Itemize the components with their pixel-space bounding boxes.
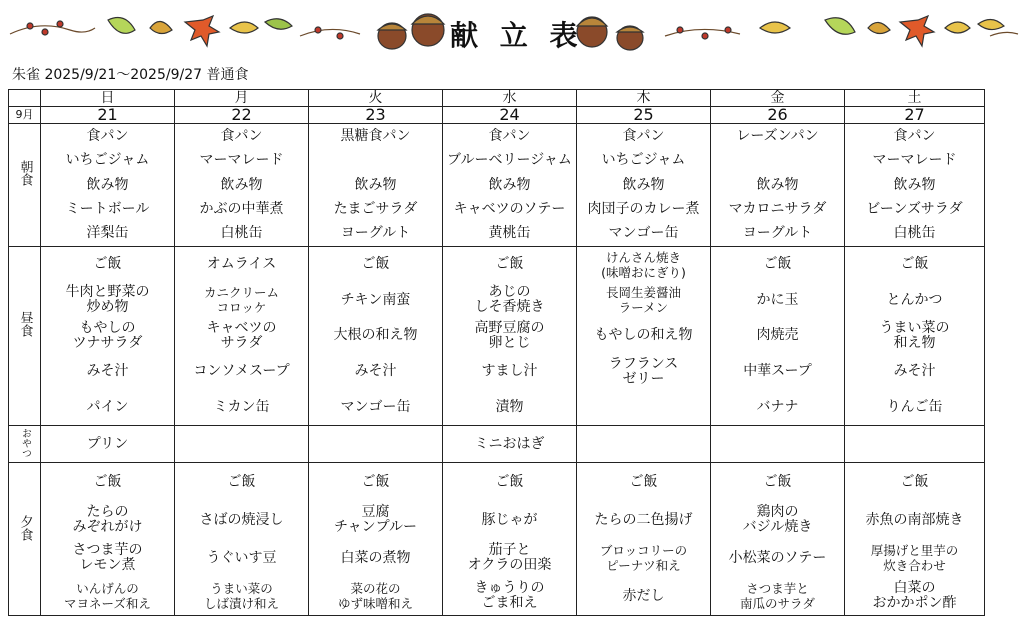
menu-item: 豆腐 チャンプルー	[333, 504, 418, 535]
menu-item: 鶏肉の バジル焼き	[742, 504, 813, 535]
lunch-cell	[845, 247, 985, 426]
dinner-cell	[711, 463, 845, 616]
menu-item: ミニおはぎ	[474, 435, 545, 452]
menu-item: 赤魚の南部焼き	[865, 511, 964, 528]
menu-item: みそ汁	[354, 363, 397, 380]
date-cell: 26	[711, 107, 845, 124]
weekday-mon: 月	[175, 90, 309, 107]
menu-item: キャベツの サラダ	[206, 319, 277, 351]
menu-item: 飲み物	[756, 176, 799, 193]
menu-item: 食パン	[86, 127, 129, 144]
menu-item: 漬物	[495, 398, 524, 415]
menu-item	[711, 426, 844, 462]
snack-cell	[577, 426, 711, 463]
menu-item: たらの みぞれがけ	[72, 504, 143, 535]
menu-item: ミカン缶	[213, 398, 270, 415]
menu-item: 食パン	[220, 127, 263, 144]
menu-item	[711, 148, 844, 172]
menu-item: たまごサラダ	[333, 200, 418, 217]
menu-item: 白桃缶	[220, 225, 263, 242]
menu-item: ご飯	[763, 256, 792, 273]
dinner-cell	[443, 463, 577, 616]
menu-item: 洋梨缶	[86, 225, 129, 242]
menu-item: ご飯	[93, 473, 122, 490]
menu-item: ブロッコリーの ピーナツ和え	[599, 543, 688, 573]
menu-item: 小松菜のソテー	[728, 549, 827, 566]
breakfast-label: 朝食	[17, 160, 33, 186]
lunch-cell	[711, 247, 845, 426]
date-cell: 21	[41, 107, 175, 124]
month-label: 9月	[9, 107, 41, 124]
menu-item: たらの二色揚げ	[594, 511, 693, 528]
menu-item: ご飯	[495, 256, 524, 273]
menu-item: 黄桃缶	[488, 225, 531, 242]
menu-item: 飲み物	[220, 176, 263, 193]
breakfast-cell	[845, 124, 985, 247]
menu-item: マーマレード	[199, 152, 284, 169]
menu-item: 厚揚げと里芋の 炊き合わせ	[870, 543, 959, 573]
menu-subtitle: 朱雀 2025/9/21～2025/9/27 普通食	[12, 67, 249, 83]
menu-item: 菜の花の ゆず味噌和え	[337, 581, 413, 611]
menu-item: ご飯	[495, 473, 524, 490]
menu-item: マーマレード	[872, 152, 957, 169]
breakfast-cell	[577, 124, 711, 247]
lunch-cell	[577, 247, 711, 426]
menu-item: 豚じゃが	[481, 511, 538, 528]
menu-item: バナナ	[756, 398, 799, 415]
breakfast-cell	[41, 124, 175, 247]
lunch-cell	[443, 247, 577, 426]
menu-item: ご飯	[93, 256, 122, 273]
menu-item: りんご缶	[886, 398, 943, 415]
menu-item: ヨーグルト	[340, 225, 411, 242]
dinner-cell	[577, 463, 711, 616]
menu-item	[175, 426, 308, 462]
breakfast-cell	[443, 124, 577, 247]
menu-item: 白菜の煮物	[340, 549, 411, 566]
dinner-cell	[175, 463, 309, 616]
menu-item	[577, 389, 710, 425]
lunch-cell	[41, 247, 175, 426]
menu-item: 中華スープ	[743, 363, 812, 380]
menu-item	[309, 148, 442, 172]
snack-cell	[175, 426, 309, 463]
menu-item: みそ汁	[893, 363, 936, 380]
snack-cell	[41, 426, 175, 463]
menu-item: ご飯	[900, 256, 929, 273]
menu-item: ヨーグルト	[742, 225, 813, 242]
date-row	[9, 107, 985, 124]
menu-item: マンゴー缶	[340, 398, 411, 415]
menu-item: 白桃缶	[893, 225, 936, 242]
menu-item: ブルーベリージャム	[447, 152, 572, 169]
menu-item: かに玉	[756, 291, 799, 308]
menu-item: さつま芋と 南瓜のサラダ	[740, 581, 815, 611]
snack-cell	[443, 426, 577, 463]
menu-item: 食パン	[488, 127, 531, 144]
page-title: 献 立 表	[450, 19, 584, 52]
menu-item	[309, 426, 442, 462]
weekday-tue: 火	[309, 90, 443, 107]
menu-item: うまい菜の しば漬け和え	[203, 581, 279, 611]
menu-item: みそ汁	[86, 363, 129, 380]
menu-item: 食パン	[622, 127, 665, 144]
date-cell: 22	[175, 107, 309, 124]
menu-item: マンゴー缶	[608, 225, 679, 242]
snack-cell	[711, 426, 845, 463]
menu-item: 肉焼売	[756, 327, 799, 344]
menu-item: 飲み物	[354, 176, 397, 193]
menu-item: 飲み物	[893, 176, 936, 193]
menu-item: ミートボール	[65, 200, 150, 217]
weekday-row	[9, 90, 985, 107]
weekday-fri: 金	[711, 90, 845, 107]
breakfast-cell	[175, 124, 309, 247]
menu-item: さばの焼浸し	[199, 511, 284, 528]
menu-item: さつま芋の レモン煮	[72, 542, 143, 573]
weekday-sun: 日	[41, 90, 175, 107]
menu-table	[8, 89, 985, 616]
menu-item: ご飯	[900, 473, 929, 490]
lunch-label: 昼食	[17, 311, 33, 337]
menu-item: 肉団子のカレー煮	[587, 200, 700, 217]
menu-item: 茄子と オクラの田楽	[467, 542, 552, 573]
snack-cell	[309, 426, 443, 463]
weekday-thu: 木	[577, 90, 711, 107]
dinner-label: 夕食	[17, 515, 33, 541]
menu-item: とんかつ	[886, 291, 943, 308]
menu-item: いんげんの マヨネーズ和え	[64, 581, 151, 611]
menu-item: ご飯	[763, 473, 792, 490]
menu-item: 黒糖食パン	[340, 127, 411, 144]
breakfast-cell	[711, 124, 845, 247]
menu-item: プリン	[86, 435, 129, 452]
menu-item: いちごジャム	[601, 152, 686, 169]
menu-item: 大根の和え物	[333, 327, 418, 344]
menu-item: ご飯	[227, 473, 256, 490]
date-cell: 24	[443, 107, 577, 124]
menu-item	[577, 426, 710, 462]
lunch-row	[9, 247, 985, 426]
menu-item: パイン	[86, 398, 129, 415]
menu-item: ラフランス ゼリー	[608, 355, 679, 387]
menu-item: きゅうりの ごま和え	[474, 580, 545, 611]
date-cell: 25	[577, 107, 711, 124]
menu-item: 赤だし	[622, 587, 665, 604]
menu-item: 牛肉と野菜の 炒め物	[65, 284, 150, 316]
menu-item: 長岡生姜醤油 ラーメン	[605, 285, 681, 316]
menu-item: もやしの和え物	[594, 327, 693, 344]
breakfast-cell	[309, 124, 443, 247]
menu-item: 食パン	[893, 127, 936, 144]
menu-item: カニクリーム コロッケ	[203, 285, 279, 316]
dinner-cell	[41, 463, 175, 616]
menu-item: けんさん焼き (味噌おにぎり)	[601, 249, 686, 280]
date-cell: 27	[845, 107, 985, 124]
menu-item: ビーンズサラダ	[866, 200, 963, 217]
menu-item: うぐいす豆	[206, 549, 277, 566]
menu-item: すまし汁	[481, 363, 538, 380]
dinner-cell	[309, 463, 443, 616]
snack-cell	[845, 426, 985, 463]
menu-item: チキン南蛮	[340, 291, 411, 308]
menu-item	[845, 426, 984, 462]
menu-item: コンソメスープ	[193, 363, 290, 380]
menu-item: レーズンパン	[736, 127, 819, 144]
menu-item: マカロニサラダ	[728, 200, 827, 217]
menu-item: うまい菜の 和え物	[879, 319, 950, 351]
weekday-wed: 水	[443, 90, 577, 107]
date-cell: 23	[309, 107, 443, 124]
menu-item: 飲み物	[622, 176, 665, 193]
menu-item: かぶの中華煮	[199, 200, 284, 217]
dinner-cell	[845, 463, 985, 616]
snack-label: おやつ	[19, 428, 31, 458]
menu-item: いちごジャム	[65, 152, 150, 169]
menu-item: もやしの ツナサラダ	[72, 319, 143, 351]
weekday-sat: 土	[845, 90, 985, 107]
menu-item: 飲み物	[488, 176, 531, 193]
dinner-row	[9, 463, 985, 616]
lunch-cell	[309, 247, 443, 426]
menu-item: ご飯	[361, 256, 390, 273]
lunch-cell	[175, 247, 309, 426]
menu-item: 飲み物	[86, 176, 129, 193]
menu-item: オムライス	[206, 256, 277, 273]
menu-item: ご飯	[629, 473, 658, 490]
menu-item: 高野豆腐の 卵とじ	[474, 319, 545, 351]
menu-item: 白菜の おかかポン酢	[872, 580, 957, 611]
menu-item: あじの しそ香焼き	[474, 284, 545, 316]
menu-item: キャベツのソテー	[453, 200, 566, 217]
menu-item: ご飯	[361, 473, 390, 490]
breakfast-row	[9, 124, 985, 247]
snack-row	[9, 426, 985, 463]
